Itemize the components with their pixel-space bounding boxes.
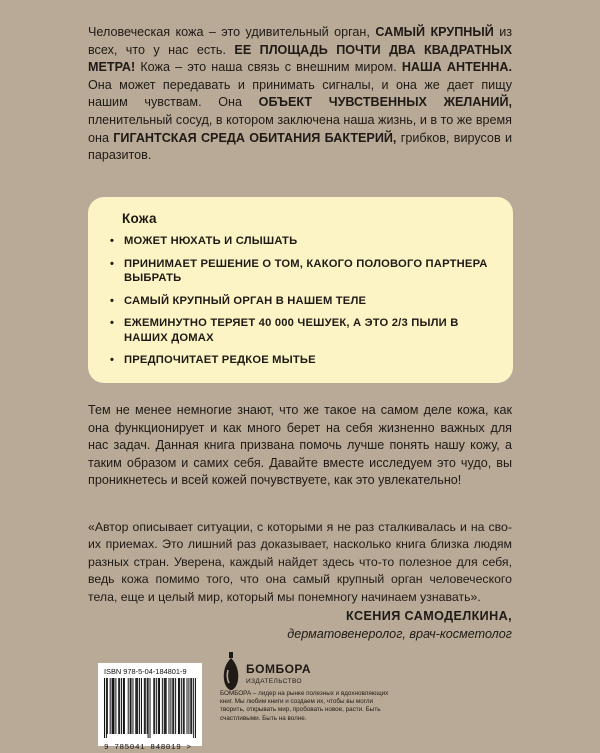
quote-author [172, 607, 512, 643]
bullet-icon: • [110, 294, 115, 307]
intro-paragraph [88, 24, 512, 165]
barcode-bar [148, 678, 149, 738]
barcode-bar [136, 678, 137, 734]
fact-item [110, 294, 497, 309]
barcode-bar [119, 678, 120, 734]
barcode-bar [132, 678, 133, 734]
barcode-bar [175, 678, 176, 734]
barcode-bar [173, 678, 174, 734]
barcode-bar [115, 678, 116, 734]
barcode-bar [123, 678, 124, 734]
intro-highlight: ЕЕ ПЛОЩАДЬ ПОЧТИ ДВА КВАДРАТНЫХ МЕТРА! [88, 42, 512, 75]
fact-text: ЕЖЕМИНУТНО ТЕРЯЕТ 40 000 ЧЕШУЕК, А ЭТО 2/3 ПЫЛИ В НАШИХ ДОМАХ [124, 317, 459, 344]
fact-text: ПРИНИМАЕТ РЕШЕНИЕ О ТОМ, КАКОГО ПОЛОВОГО ПАРТНЕРА ВЫБРАТЬ [124, 257, 488, 284]
barcode-bar [158, 678, 159, 734]
bullet-icon: • [110, 257, 115, 270]
fact-item [110, 353, 497, 368]
barcode-bar [145, 678, 146, 734]
barcode-bar [181, 678, 182, 734]
barcode-bar [168, 678, 169, 734]
barcode-bar [144, 678, 145, 734]
author-role: дерматовенеролог, врач-косметолог [287, 627, 512, 641]
barcode-bar [147, 678, 148, 734]
barcode-bar [191, 678, 192, 734]
fact-text: ПРЕДПОЧИТАЕТ РЕДКОЕ МЫТЬЕ [124, 354, 316, 366]
description-paragraph: Тем не менее немногие знают, что же такое на самом деле кожа, как она функционирует и как много берет на себя жизненно важных для нас задач. Данная книга призвана помочь лучше понять нашу кожу, а таким образом и самих себя. Давайте вместе исследуем это чудо, вы проникнетесь и всей кожей почувствуете, как это увлекательно! [88, 403, 512, 488]
bombora-logo-icon [220, 652, 242, 692]
barcode-bar [166, 678, 167, 734]
facts-callout [88, 197, 513, 383]
bullet-icon: • [110, 235, 115, 247]
fact-item [110, 316, 497, 345]
publisher-subtitle: ИЗДАТЕЛЬСТВО [246, 678, 302, 685]
barcode-bar [130, 678, 131, 734]
barcode-bar [190, 678, 191, 734]
barcode-bar [113, 678, 114, 734]
barcode-bar [179, 678, 180, 734]
barcode-bar [107, 678, 108, 734]
intro-text: из всех, что у нас есть. [88, 25, 513, 57]
barcode-bar [187, 678, 188, 734]
barcode-bar [183, 678, 184, 734]
barcode-bar [159, 678, 160, 734]
barcode-bar [112, 678, 113, 734]
fact-item [110, 234, 497, 249]
fact-text: САМЫЙ КРУПНЫЙ ОРГАН В НАШЕМ ТЕЛЕ [124, 294, 367, 307]
barcode-bar [162, 678, 163, 734]
callout-title: Кожа [122, 211, 157, 226]
barcode-bar [195, 678, 196, 738]
barcode-bar [154, 678, 155, 734]
intro-highlight: САМЫЙ КРУПНЫЙ [375, 25, 494, 39]
barcode-bar [131, 678, 132, 734]
intro-text: грибков, вирусов и паразитов. [88, 130, 512, 163]
intro-text: пленительный сосуд, в котором заключена наша жизнь, и в то же время она [88, 112, 512, 145]
facts-list [110, 234, 497, 368]
barcode-bar [118, 678, 119, 734]
barcode-bar [150, 678, 151, 738]
barcode-bar [156, 678, 157, 734]
barcode-bar [172, 678, 173, 734]
barcode-bar [193, 678, 194, 738]
fact-text: МОЖЕТ НЮХАТЬ И СЛЫШАТЬ [124, 235, 298, 247]
intro-highlight: НАША АНТЕННА. [401, 60, 512, 75]
barcode-bar [113, 678, 114, 734]
barcode-bar [121, 678, 122, 734]
barcode-bars [104, 678, 196, 738]
barcode-bar [128, 678, 129, 734]
publisher-description: БОМБОРА – лидер на рынке полезных и вдохновляющих книг. Мы любим книги и создаем их, чтобы вы могли творить, открывать мир, пробовать новое, расти. Быть счастливыми. Быть на волне. [220, 690, 389, 722]
intro-highlight: ГИГАНТСКАЯ СРЕДА ОБИТАНИЯ БАКТЕРИЙ, [113, 130, 397, 145]
barcode-bar [184, 678, 185, 734]
intro-text: Человеческая кожа – это удивительный орган, [88, 25, 376, 39]
barcode-bar [141, 678, 142, 734]
author-name: КСЕНИЯ САМОДЕЛКИНА, [346, 609, 512, 623]
intro-highlight: ОБЪЕКТ ЧУВСТВЕННЫХ ЖЕЛАНИЙ, [258, 95, 512, 110]
publisher-name: БОМБОРА [246, 662, 312, 676]
review-quote: «Автор описывает ситуации, с которыми я не раз сталкивалась и на своих приемах. Это лишний раз доказывает, насколько книга близка людям разных стран. Уверена, каждый найдет здесь что-то полезное для себя, ведь кожа помимо того, что она самый крупный орган человеческого тела, еще и целый мир, который мы понемногу начинаем узнавать». [88, 520, 512, 604]
barcode-bar [135, 678, 136, 734]
barcode-bar [124, 678, 125, 734]
barcode-bar [164, 678, 165, 734]
barcode-bar [106, 678, 107, 738]
barcode-bar [104, 678, 105, 738]
barcode-bar [137, 678, 138, 734]
barcode-bar [188, 678, 189, 734]
barcode-bar [139, 678, 140, 734]
bullet-icon: • [110, 354, 115, 366]
intro-text: Кожа – это наша связь с внешним миром. [135, 60, 402, 75]
barcode-bar [178, 678, 179, 734]
barcode-digits: 9 785041 848019 > [104, 744, 192, 752]
intro-text: Она может передавать и принимать сигналы, и она же дает пищу нашим чувствам. Она [88, 77, 512, 110]
isbn-number: ISBN 978-5-04-184801-9 [104, 667, 187, 676]
fact-item [110, 257, 497, 286]
isbn-barcode [98, 663, 202, 752]
barcode-bar [170, 678, 171, 734]
bullet-icon: • [110, 317, 115, 329]
barcode-bar [110, 678, 111, 734]
barcode-bar [153, 678, 154, 734]
barcode-bar [165, 678, 166, 734]
